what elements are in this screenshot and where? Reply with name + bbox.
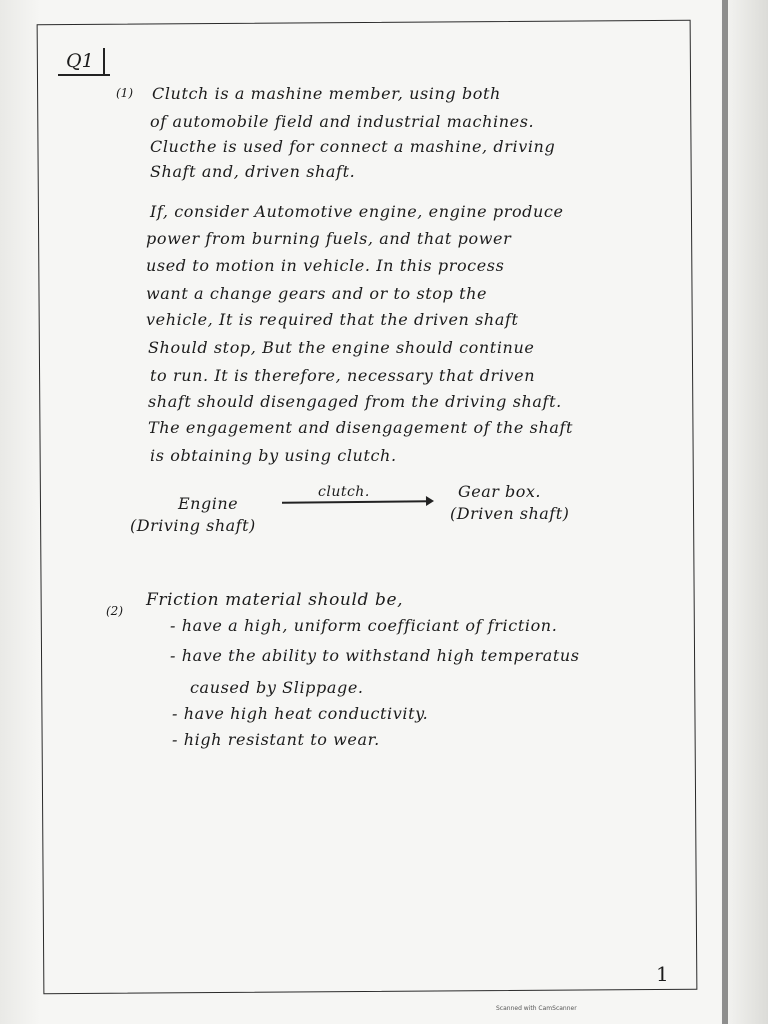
- page-border: [37, 20, 698, 995]
- section1-line: Shaft and, driven shaft.: [150, 162, 356, 181]
- diagram-clutch-label: clutch.: [318, 484, 370, 500]
- section1-number: (1): [116, 86, 133, 100]
- section1-line: shaft should disengaged from the driving shaft.: [148, 392, 562, 411]
- section2-line: Friction material should be,: [146, 590, 404, 610]
- section1-line: Clucthe is used for connect a mashine, driving: [150, 137, 556, 156]
- section1-line: vehicle, It is required that the driven shaft: [146, 310, 519, 329]
- diagram-engine-label: Engine: [178, 494, 239, 513]
- section1-line: to run. It is therefore, necessary that driven: [150, 366, 536, 385]
- section1-line: want a change gears and or to stop the: [146, 284, 488, 303]
- question-bar: [103, 48, 105, 76]
- page-number: 1: [656, 962, 669, 986]
- section1-line: used to motion in vehicle. In this process: [146, 256, 505, 275]
- section1-line: Clutch is a mashine member, using both: [152, 84, 501, 103]
- section1-line: of automobile field and industrial machines.: [150, 112, 535, 131]
- section1-line: power from burning fuels, and that power: [146, 229, 512, 248]
- section1-line: The engagement and disengagement of the shaft: [148, 418, 574, 437]
- section2-line: - high resistant to wear.: [172, 730, 380, 749]
- section2-line: - have the ability to withstand high temperatus: [170, 646, 580, 665]
- diagram-driving-shaft-label: (Driving shaft): [130, 516, 256, 535]
- section1-line: is obtaining by using clutch.: [150, 446, 397, 465]
- section1-line: If, consider Automotive engine, engine produce: [150, 202, 564, 221]
- diagram-gearbox-label: Gear box.: [458, 482, 542, 501]
- section2-line: caused by Slippage.: [190, 678, 364, 697]
- section2-line: - have high heat conductivity.: [172, 704, 429, 723]
- diagram-arrow-head: [426, 496, 434, 506]
- section2-line: - have a high, uniform coefficiant of friction.: [170, 616, 558, 635]
- diagram-driven-shaft-label: (Driven shaft): [450, 504, 570, 523]
- section1-line: Should stop, But the engine should continue: [148, 338, 535, 357]
- page-edge-shadow: [722, 0, 728, 1024]
- question-label: Q1: [66, 50, 94, 72]
- section2-number: (2): [106, 604, 123, 618]
- scanner-footer: Scanned with CamScanner: [496, 1005, 577, 1012]
